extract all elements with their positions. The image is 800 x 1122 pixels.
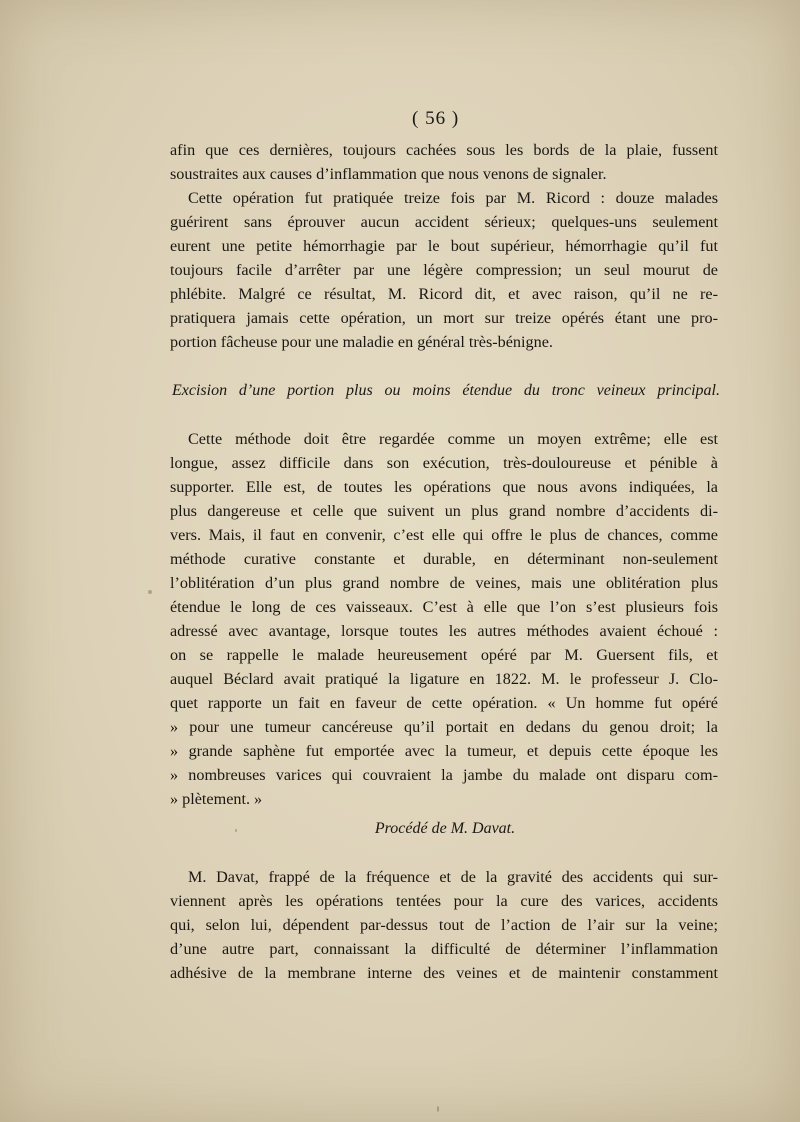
text-line: étendue le long de ces vaisseaux. C’est à elle que l’on s’est plusieurs fois: [170, 598, 718, 616]
text-line: on se rappelle le malade heureusement opéré par M. Guersent fils, et: [170, 646, 718, 664]
text-line: viennent après les opérations tentées pour la cure des varices, accidents: [170, 892, 718, 910]
text-line: adhésive de la membrane interne des veines et de maintenir constamment: [170, 964, 718, 982]
text-line: quet rapporte un fait en faveur de cette opération. « Un homme fut opéré: [170, 694, 718, 712]
text-line: plus dangereuse et celle que suivent un plus grand nombre d’accidents di-: [170, 502, 718, 520]
text-line: guérirent sans éprouver aucun accident sérieux; quelques-uns seulement: [170, 213, 718, 231]
paper-speck: [437, 1106, 439, 1112]
paper-speck: [235, 829, 237, 832]
section-heading: Excision d’une portion plus ou moins étendue du tronc veineux principal.: [172, 382, 720, 399]
text-line: longue, assez difficile dans son exécution, très-douloureuse et pénible à: [170, 454, 718, 472]
text-line: supporter. Elle est, de toutes les opérations que nous avons indiquées, la: [170, 478, 718, 496]
text-line: portion fâcheuse pour une maladie en général très-bénigne.: [170, 333, 553, 351]
page-number: ( 56 ): [412, 108, 460, 129]
text-line: adressé avec avantage, lorsque toutes les autres méthodes avaient échoué :: [170, 622, 718, 640]
section-heading: Procédé de M. Davat.: [374, 820, 516, 837]
text-line: soustraites aux causes d’inflammation que nous venons de signaler.: [170, 165, 607, 183]
text-line: auquel Béclard avait pratiqué la ligature en 1822. M. le professeur J. Clo-: [170, 670, 718, 688]
text-line: pratiquera jamais cette opération, un mort sur treize opérés étant une pro-: [170, 309, 718, 327]
text-line: eurent une petite hémorrhagie par le bout supérieur, hémorrhagie qu’il fut: [170, 237, 718, 255]
text-line: » plètement. »: [170, 790, 263, 808]
text-line: M. Davat, frappé de la fréquence et de la gravité des accidents qui sur-: [188, 868, 718, 886]
text-line: afin que ces dernières, toujours cachées sous les bords de la plaie, fussent: [170, 141, 718, 159]
text-line: méthode curative constante et durable, en déterminant non-seulement: [170, 550, 718, 568]
text-line: d’une autre part, connaissant la difficulté de déterminer l’inflammation: [170, 940, 718, 958]
text-line: Cette opération fut pratiquée treize fois par M. Ricord : douze malades: [188, 189, 718, 207]
text-line: phlébite. Malgré ce résultat, M. Ricord dit, et avec raison, qu’il ne re-: [170, 285, 718, 303]
text-line: » pour une tumeur cancéreuse qu’il portait en dedans du genou droit; la: [170, 718, 718, 736]
text-line: toujours facile d’arrêter par une légère compression; un seul mourut de: [170, 261, 718, 279]
text-line: vers. Mais, il faut en convenir, c’est elle qui offre le plus de chances, comme: [170, 526, 718, 544]
text-line: » grande saphène fut emportée avec la tumeur, et depuis cette époque les: [170, 742, 718, 760]
text-line: » nombreuses varices qui couvraient la jambe du malade ont disparu com-: [170, 766, 718, 784]
paper-speck: [148, 590, 152, 594]
text-line: l’oblitération d’un plus grand nombre de veines, mais une oblitération plus: [170, 574, 718, 592]
text-line: qui, selon lui, dépendent par-dessus tout de l’action de l’air sur la veine;: [170, 916, 718, 934]
text-line: Cette méthode doit être regardée comme un moyen extrême; elle est: [188, 430, 718, 448]
paper-speck: [712, 460, 715, 463]
